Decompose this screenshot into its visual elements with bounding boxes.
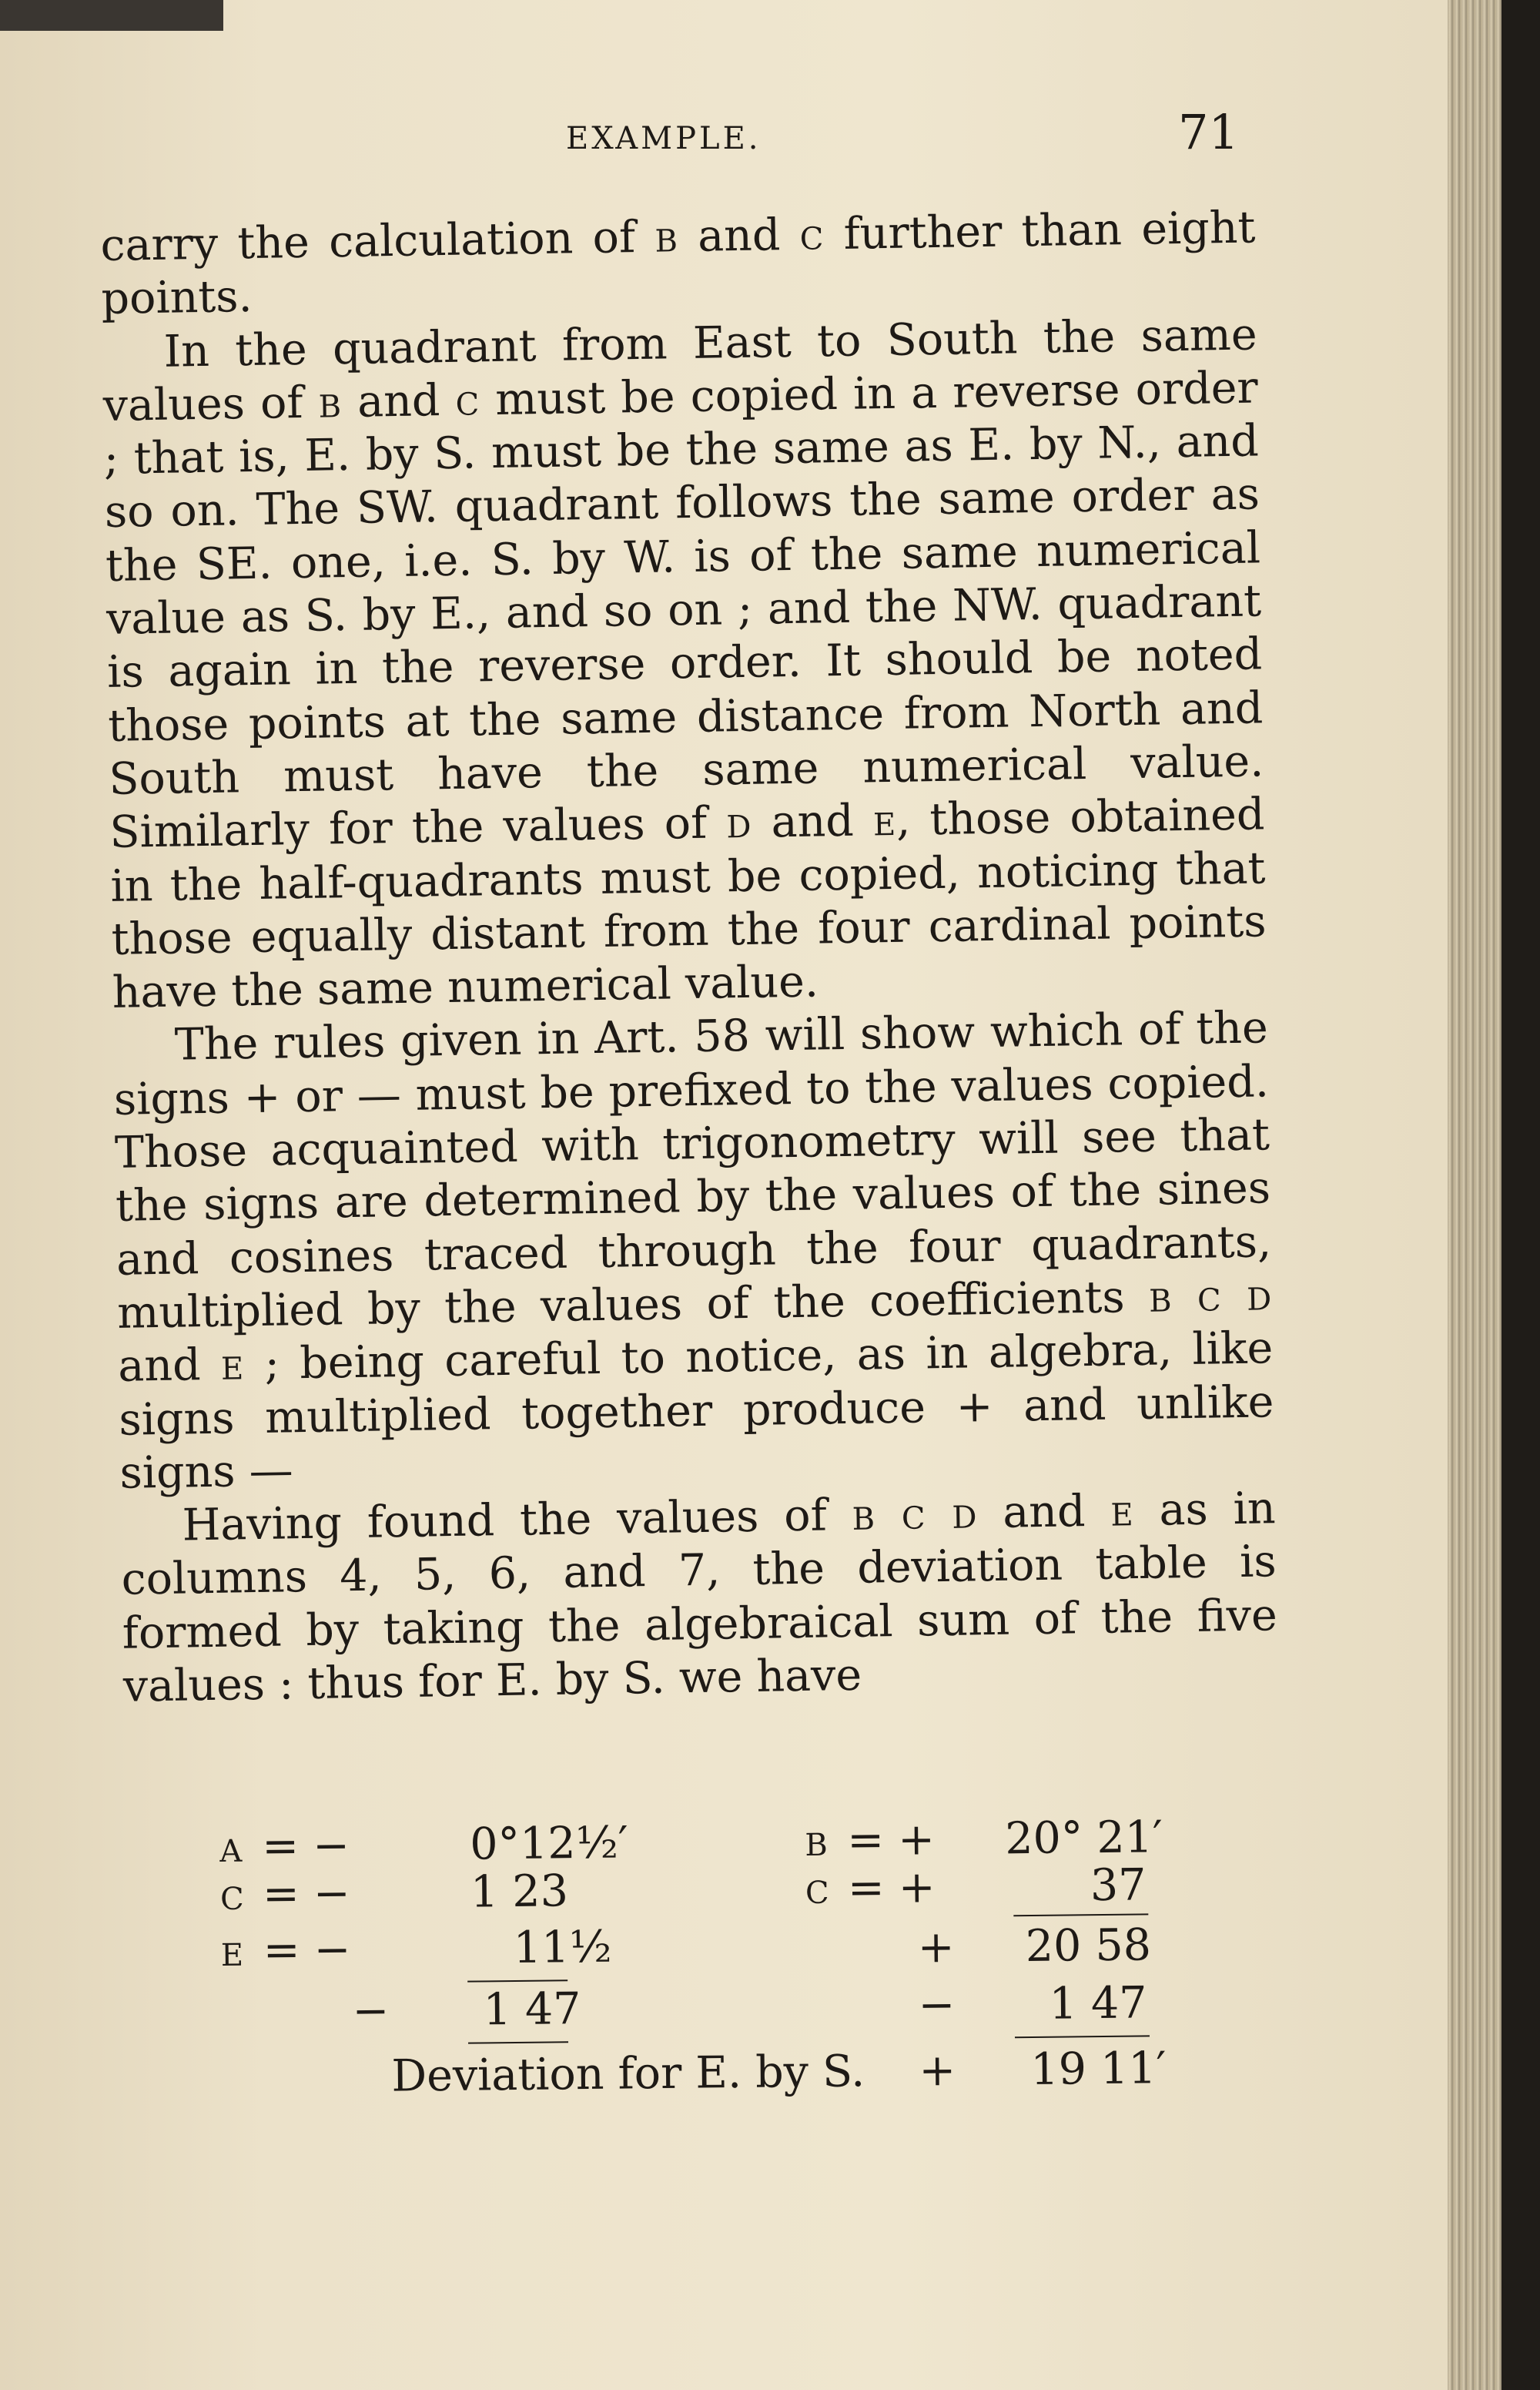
calc-result-sign: +: [919, 2045, 956, 2097]
calc-right-rule-2: [1015, 2035, 1150, 2038]
page-header: [0, 104, 1448, 166]
calc-left-e-label: e: [220, 1925, 245, 1976]
calc-right-sum-value: 20 58: [1025, 1919, 1152, 1973]
paragraph-4: Having found the values of b c d and e as in columns 4, 5, 6, and 7, the deviation table is formed by taking the algebraical sum of the five values : thus for E. by S. we have: [121, 1483, 1278, 1712]
calc-right-rule: [1013, 1913, 1148, 1916]
calc-left-a-value: 0°12½′: [469, 1817, 629, 1870]
body-text: [100, 201, 1278, 1714]
symbol-b: b: [318, 376, 343, 428]
deviation-calculation: [219, 1810, 1339, 2153]
calc-right-c-eq: = +: [847, 1862, 936, 1914]
calc-right-c-value: 37: [1090, 1859, 1147, 1912]
paragraph-1: carry the calculation of b and c further than eight points.: [100, 202, 1256, 325]
symbol-e: e: [872, 795, 897, 846]
calc-left-total-sign: −: [352, 1985, 390, 2037]
calc-result-value: 19 11′: [1030, 2043, 1167, 2095]
page-number: 71: [1178, 104, 1239, 160]
calc-right-b-value: 20° 21′: [1004, 1812, 1163, 1865]
calc-left-c-label: c: [219, 1869, 245, 1920]
calc-right-b-eq: = +: [846, 1814, 936, 1866]
calc-right-sub-sign: −: [918, 1979, 956, 2031]
calc-left-rule: [467, 1979, 567, 1982]
page-corner-shadow: [0, 0, 223, 31]
page-edge-binding: [1448, 0, 1502, 2390]
symbol-b: b: [654, 211, 679, 263]
calc-left-e-eq: = −: [263, 1924, 351, 1976]
symbol-c: c: [455, 374, 480, 426]
calc-left-c-value: 1 23: [470, 1865, 569, 1918]
calc-left-a-eq: = −: [261, 1820, 350, 1872]
calc-right-c-label: c: [805, 1862, 830, 1915]
symbols-bcd: b c d: [1148, 1269, 1273, 1322]
calc-right-sum-sign: +: [917, 1922, 955, 1973]
paragraph-3: The rules given in Art. 58 will show which of the signs + or — must be prefixed to the values copied. Those acquainted with trigonometry will see that the signs are determined by the values of the sines and cosines traced through the four quadrants, multiplied by the values of the coefficients b c d and e ; being careful to notice, as in algebra, like signs multiplied together produce + and unlike signs —: [113, 1002, 1274, 1499]
calc-left-a-label: a: [219, 1821, 243, 1872]
calc-left-total-value: 1 47: [483, 1983, 581, 2036]
symbols-bcd: b c d: [852, 1487, 978, 1540]
symbol-d: d: [725, 797, 752, 849]
symbol-c: c: [799, 209, 825, 260]
paragraph-2: In the quadrant from East to South the same values of b and c must be copied in a reverse order ; that is, E. by S. must be the same as E. by N., and so on. The SW. quadrant follows the same order as the SE. one, i.e. S. by W. is of the same numerical value as S. by E., and so on ; and the NW. quadrant is again in the reverse order. It should be noted those points at the same distance from North and South must have the same numerical value. Similarly for the values of d and e, those obtained in the half-quadrants must be copied, noticing that those equally distant from the four cardinal points have the same numerical value.: [102, 309, 1267, 1019]
symbol-e: e: [220, 1339, 245, 1390]
running-head: EXAMPLE.: [566, 121, 762, 156]
calc-left-c-eq: = −: [262, 1868, 350, 1920]
calc-right-b-label: b: [804, 1815, 829, 1867]
symbol-e: e: [1110, 1485, 1135, 1537]
calc-result-label: Deviation for E. by S.: [391, 2046, 865, 2102]
calc-left-e-value: 11½: [513, 1921, 612, 1974]
calc-left-rule-2: [468, 2041, 568, 2043]
calc-right-sub-value: 1 47: [1049, 1977, 1147, 2030]
